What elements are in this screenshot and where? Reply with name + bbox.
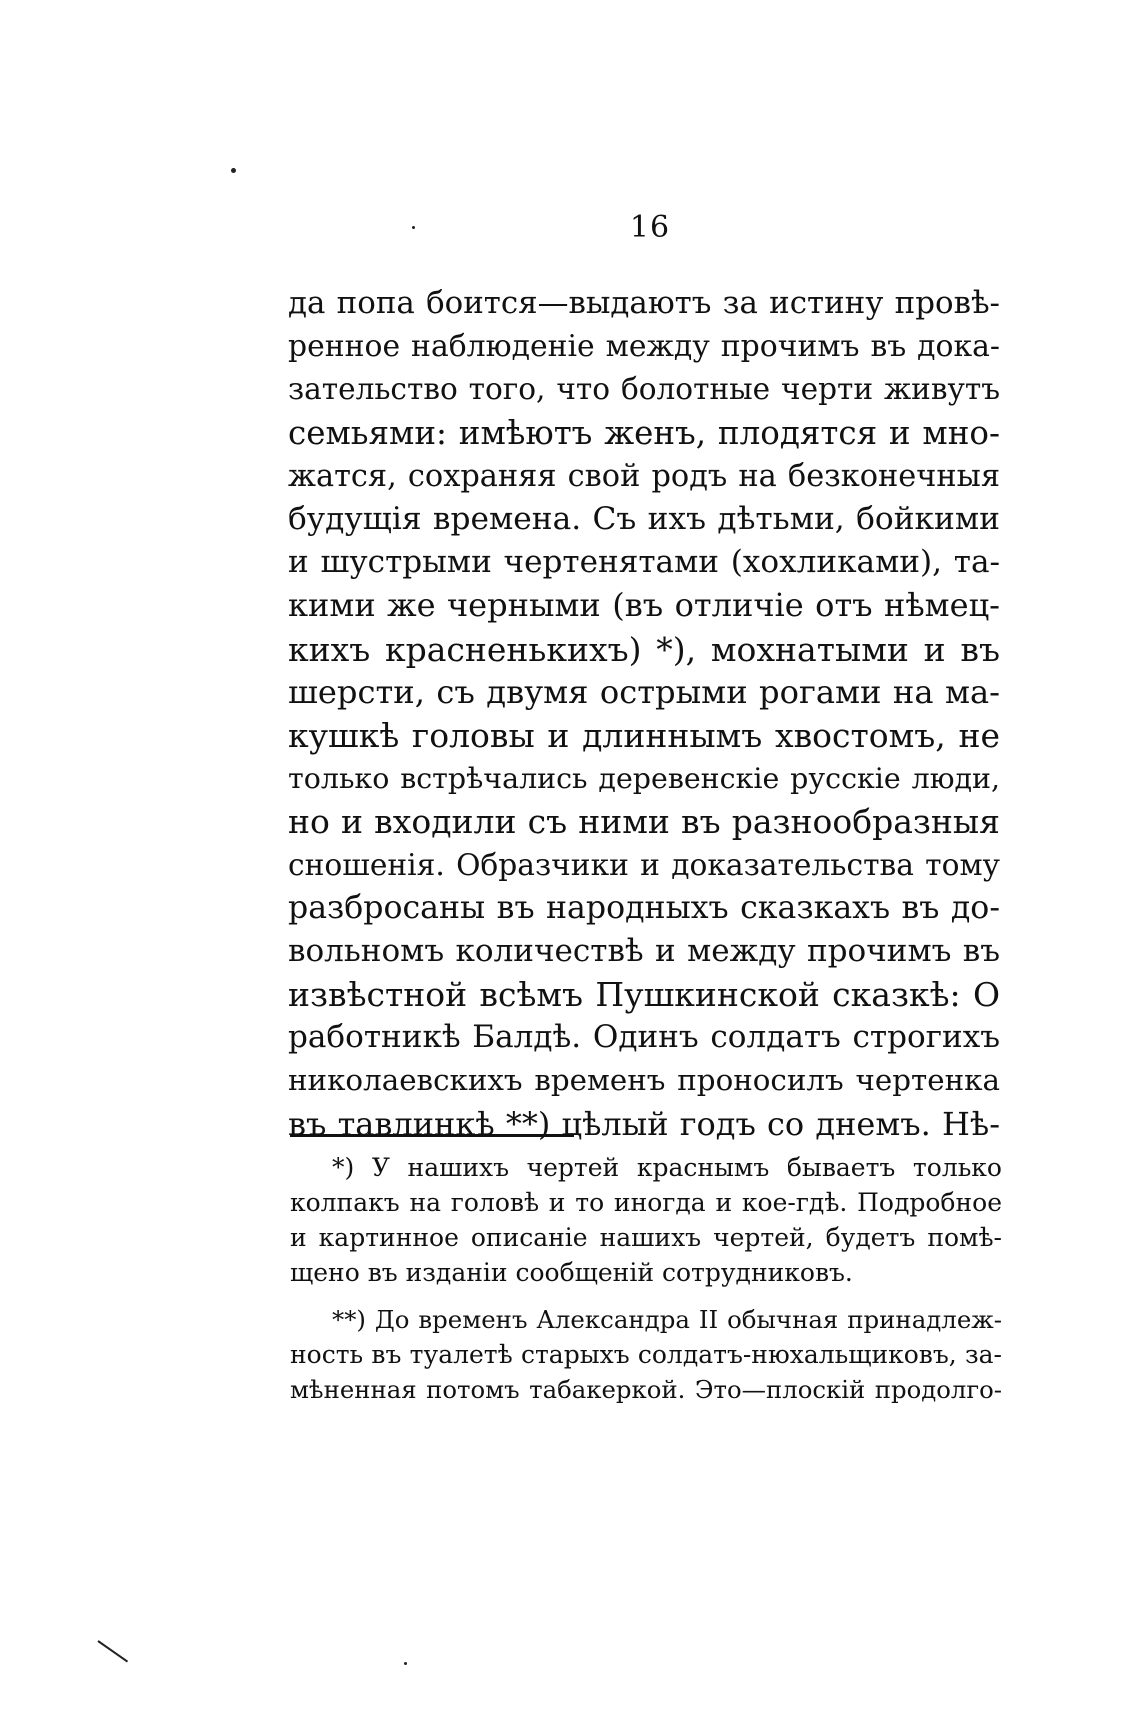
text-line: николаевскихъ временъ проносилъ чертенка	[288, 1063, 1000, 1098]
main-text	[288, 282, 1000, 1146]
footnote-line: мѣненная потомъ табакеркой. Это—плоскій продолго-	[290, 1375, 1002, 1404]
print-speck	[231, 168, 236, 173]
text-line: въ тавлинкѣ **) цѣлый годъ со днемъ. Нѣ-	[288, 1104, 1000, 1143]
text-line: но и входили съ ними въ разнообразныя	[288, 802, 1000, 842]
text-line: работникѣ Балдѣ. Одинъ солдатъ строгихъ	[288, 1019, 1000, 1056]
footnote-1	[290, 1150, 1002, 1290]
footnote-line: **) До временъ Александра II обычная принадлеж-	[332, 1305, 1002, 1334]
text-line: только встрѣчались деревенскіе русскіе люди,	[288, 762, 1000, 796]
text-line: да попа боится—выдаютъ за истину провѣ-	[288, 285, 1000, 321]
footnote-line: щено въ изданіи сообщеній сотрудниковъ.	[290, 1258, 853, 1287]
print-speck	[412, 226, 415, 229]
text-line: разбросаны въ народныхъ сказкахъ въ до-	[288, 889, 1000, 926]
text-line: и шустрыми чертенятами (хохликами), та-	[288, 544, 1000, 581]
footnote-line: ность въ туалетѣ старыхъ солдатъ-нюхальщиковъ, за-	[290, 1340, 1002, 1369]
footnote-2	[290, 1302, 1002, 1407]
text-line: будущія времена. Съ ихъ дѣтьми, бойкими	[288, 500, 1000, 537]
text-line: кими же черными (въ отличіе отъ нѣмец-	[288, 586, 1000, 625]
scratch-mark	[97, 1640, 128, 1662]
page-number: 16	[629, 210, 671, 245]
footnotes	[290, 1150, 1002, 1407]
footnote-line: *) У нашихъ чертей краснымъ бываетъ только	[332, 1153, 1002, 1182]
text-line: извѣстной всѣмъ Пушкинской сказкѣ: О	[288, 975, 1000, 1014]
text-line: семьями: имѣютъ женъ, плодятся и мно-	[288, 413, 1000, 452]
text-line: зательство того, что болотные черти живутъ	[288, 372, 1000, 407]
text-line: кихъ красненькихъ) *), мохнатыми и въ	[288, 629, 1000, 669]
text-line: шерсти, съ двумя острыми рогами на ма-	[288, 672, 1000, 711]
footnote-separator	[290, 1134, 574, 1137]
text-line: сношенія. Образчики и доказательства тому	[288, 847, 1000, 883]
text-line: вольномъ количествѣ и между прочимъ въ	[288, 932, 1000, 969]
text-line: ренное наблюденіе между прочимъ въ дока-	[288, 329, 1000, 365]
footnote-gap	[290, 1290, 1002, 1302]
print-speck	[404, 1662, 407, 1665]
text-line: кушкѣ головы и длиннымъ хвостомъ, не	[288, 715, 1000, 755]
footnote-line: и картинное описаніе нашихъ чертей, будетъ помѣ-	[290, 1223, 1002, 1252]
text-line: жатся, сохраняя свой родъ на безконечныя	[288, 458, 1000, 494]
footnote-line: колпакъ на головѣ и то иногда и кое-гдѣ. Подробное	[290, 1188, 1002, 1217]
